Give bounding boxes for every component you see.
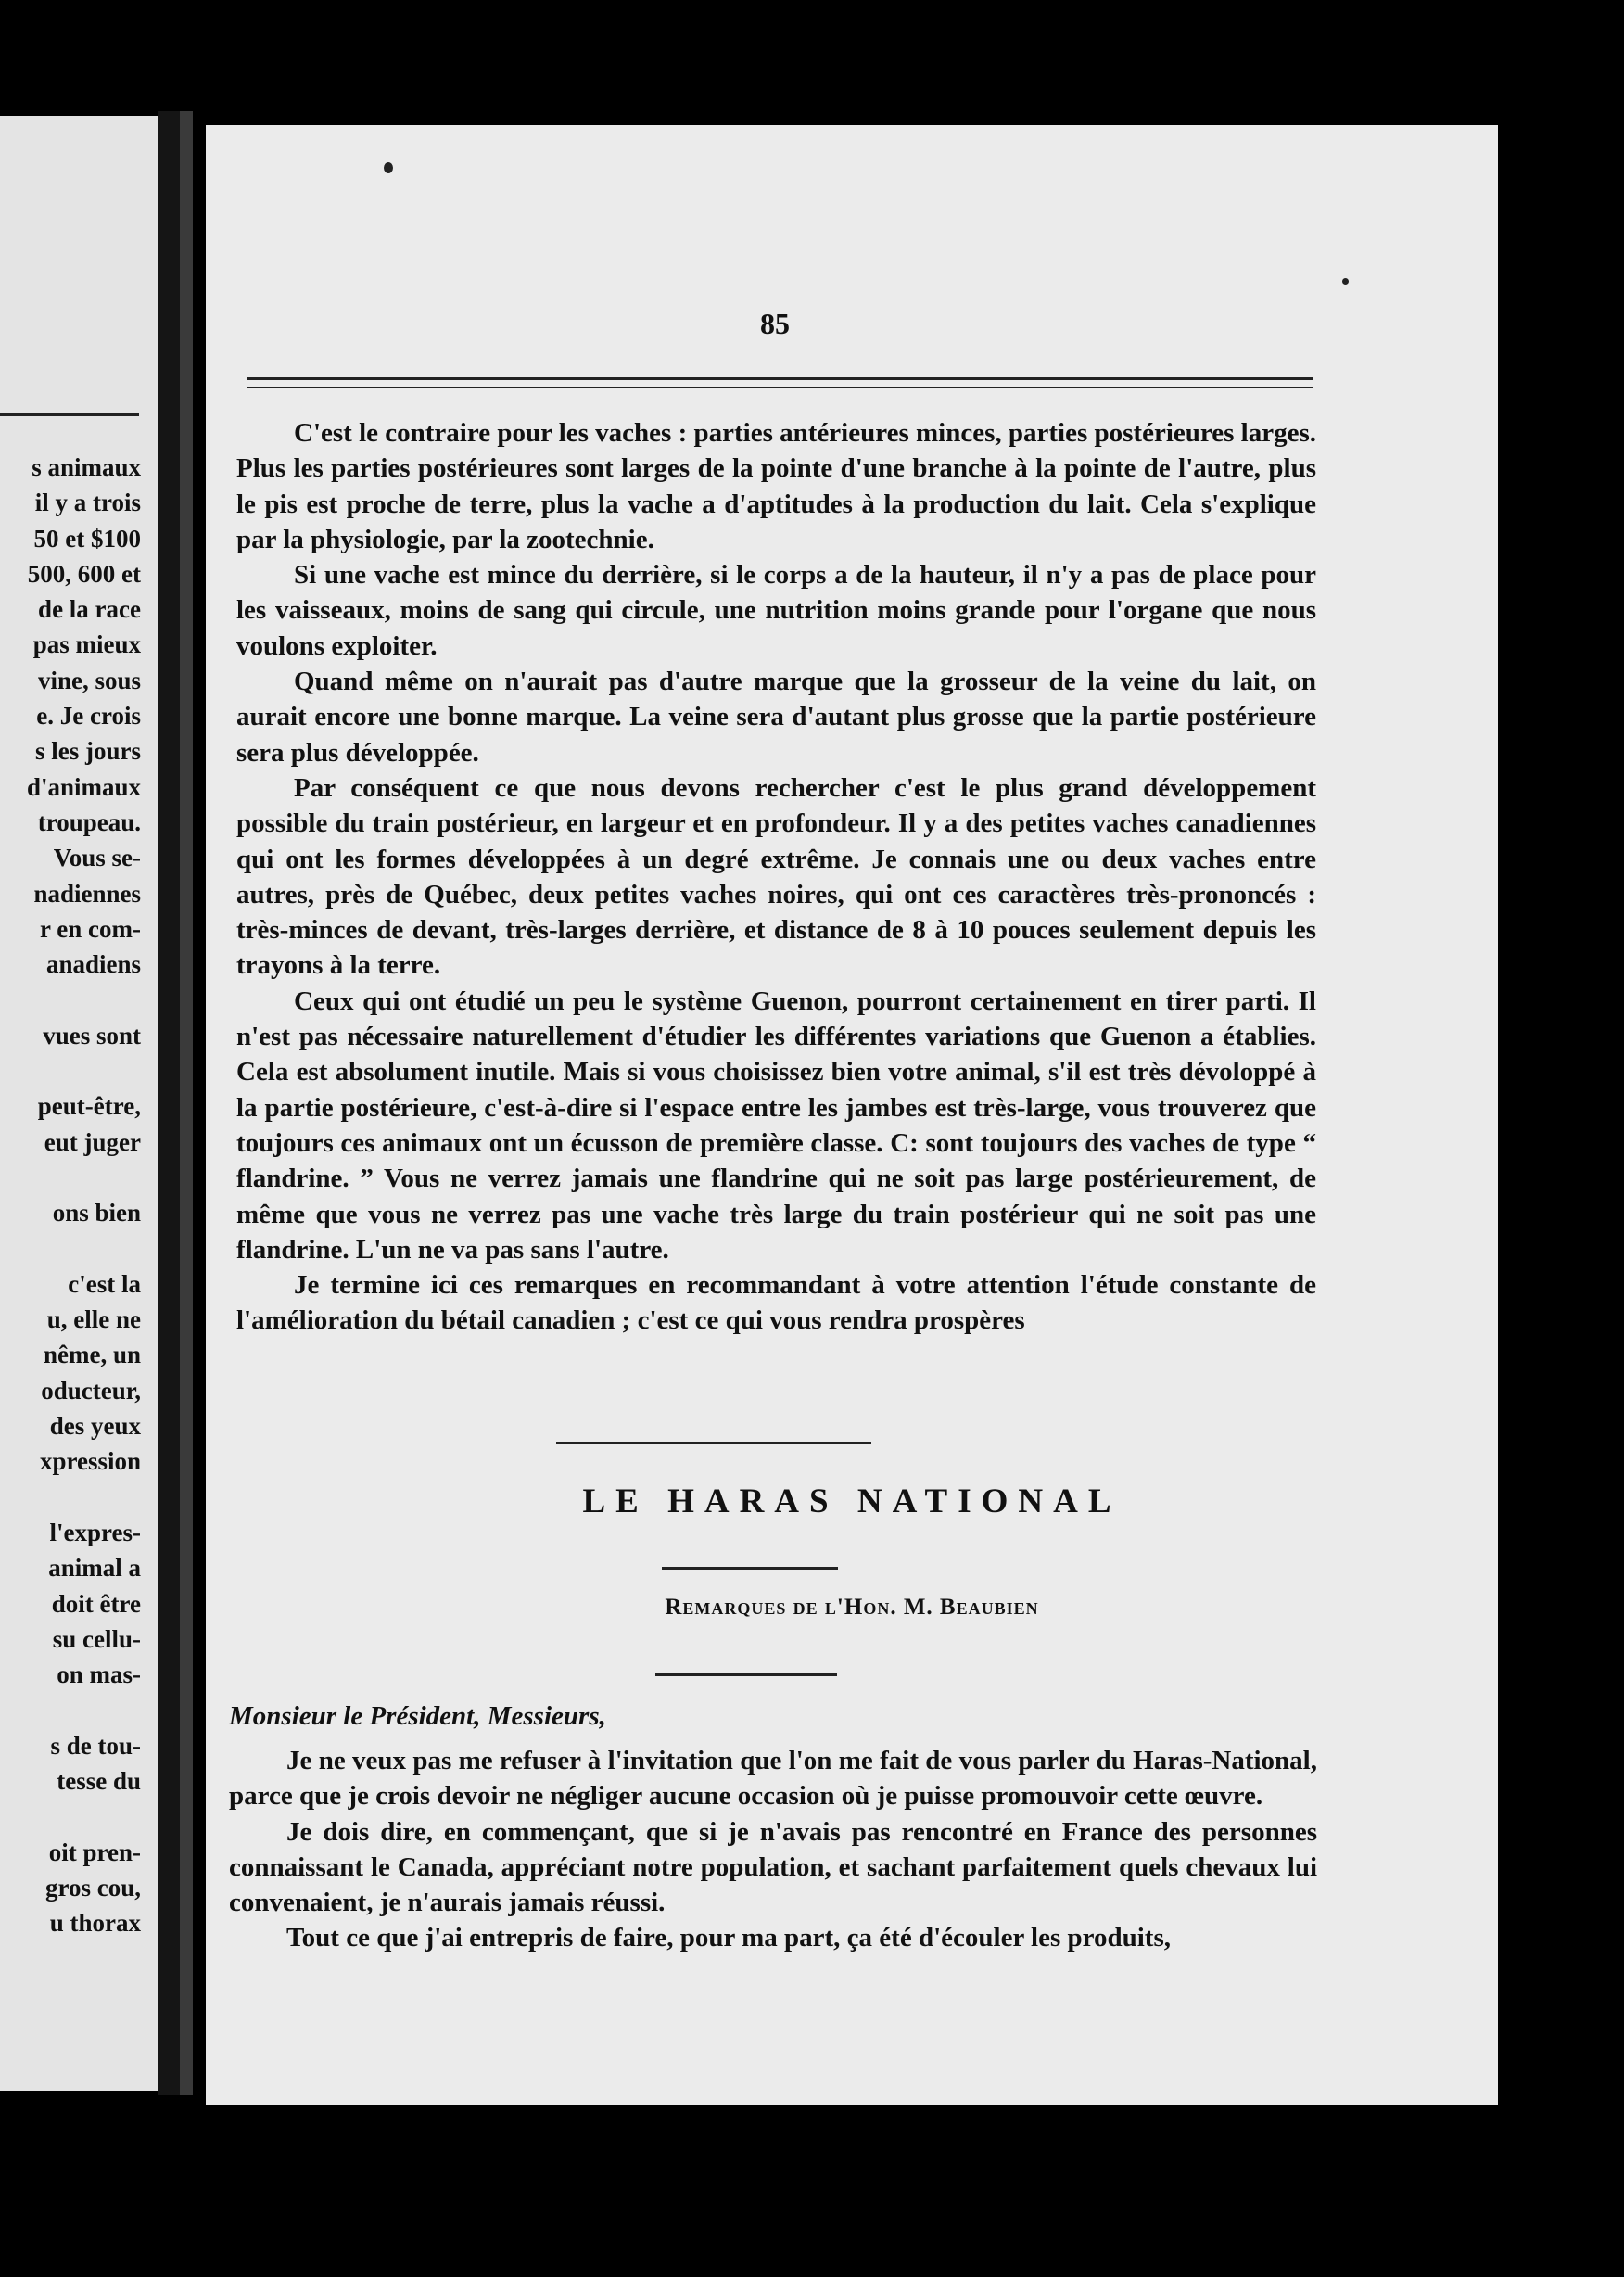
paragraph: Je termine ici ces remarques en recommandant à votre attention l'étude constante de l'amélioration du bétail canadien ; c'est ce qui vous rendra prospères (236, 1270, 1316, 1336)
subtitle-underline (655, 1673, 837, 1676)
left-line: nême, un (43, 1341, 141, 1369)
left-line: troupeau. (37, 808, 141, 836)
left-line: gros cou, (44, 1873, 141, 1902)
paragraph: Si une vache est mince du derrière, si le corps a de la hauteur, il n'y a pas de place pour les vaisseaux, moins de sang qui circule, une nutrition moins grande pour l'organe que nous voulons exploiter. (236, 560, 1316, 661)
left-line: Vous se- (53, 844, 141, 872)
left-line: peut-être, (37, 1092, 141, 1121)
paragraph: Je ne veux pas me refuser à l'invitation que l'on me fait de vous parler du Haras-National, parce que je crois devoir ne négliger aucune occasion où je puisse promouvoir cette œuvre. (229, 1746, 1317, 1812)
section-separator (556, 1442, 871, 1444)
paragraph: Ceux qui ont étudié un peu le système Guenon, pourront certainement en tirer parti. Il n'est pas nécessaire naturellement d'étudier les différentes variations que Guenon a établies. Cela est absolument inutile. Mais si vous choisissez bien votre animal, s'il est très dévoloppé à la partie postérieure, c'est-à-dire si l'espace entre les jambes est très-large, vous trouverez que toujours ces animaux ont un écusson de première classe. C: sont toujours des vaches de type “ flandrine. ” Vous ne verrez jamais une flandrine qui ne soit pas large postérieurement, de même que vous ne verrez pas une vache très large du train postérieur qui ne soit pas une flandrine. L'un ne va pas sans l'autre. (236, 986, 1316, 1265)
ink-speck (1342, 278, 1349, 285)
left-line (27, 1231, 141, 1266)
left-line: eut juger (44, 1127, 141, 1156)
left-line (27, 1799, 141, 1834)
left-line: ons bien (52, 1199, 141, 1228)
paragraph: C'est le contraire pour les vaches : parties antérieures minces, parties postérieures larges. Plus les parties postérieures sont larges de la pointe d'une branche à la pointe de l'autre, plus le pis est proche de terre, plus la vache a d'aptitudes à la production du lait. Cela s'explique par la physiologie, par la zootechnie. (236, 418, 1316, 554)
page-number: 85 (760, 307, 790, 340)
left-line (27, 1480, 141, 1515)
left-line: doit être (51, 1589, 141, 1618)
subtitle: Remarques de l'Hon. M. Beaubien (665, 1595, 1039, 1620)
left-line: r en com- (40, 914, 141, 943)
left-line: u, elle ne (46, 1305, 141, 1334)
left-line: pas mieux (32, 630, 141, 659)
left-line: nadiennes (33, 879, 141, 908)
left-line: oducteur, (41, 1376, 141, 1405)
left-line: 500, 600 et (27, 559, 141, 588)
left-line: 50 et $100 (33, 524, 141, 553)
left-line: d'animaux (26, 772, 141, 801)
paragraph: Tout ce que j'ai entrepris de faire, pour ma part, ça été d'écouler les produits, (286, 1923, 1171, 1953)
left-line: su cellu- (52, 1624, 141, 1653)
left-line: s animaux (32, 453, 141, 481)
left-line: des yeux (49, 1412, 141, 1441)
left-line: s de tou- (50, 1731, 141, 1760)
paragraph: Par conséquent ce que nous devons rechercher c'est le plus grand développement possible du train postérieur, en largeur et en profondeur. Il y a des petites vaches canadiennes qui ont les formes développées à un degré extrême. Je connais une ou deux vaches entre autres, près de Québec, deux petites vaches noires, qui ont ces caractères très-prononcés : très-minces de devant, très-larges derrière, et distance de 8 à 10 pouces seulement depuis les trayons à la terre. (236, 772, 1316, 981)
left-line: anadiens (45, 950, 141, 979)
left-page-rule (0, 413, 139, 416)
left-line (27, 1692, 141, 1727)
title-underline (662, 1567, 838, 1570)
left-line (27, 1053, 141, 1088)
left-line: xpression (39, 1447, 141, 1476)
left-line: oit pren- (48, 1838, 141, 1866)
page (206, 125, 1498, 2105)
left-line (27, 1160, 141, 1195)
left-line: c'est la (68, 1269, 141, 1298)
header-double-rule (247, 377, 1313, 388)
book-gutter-edge (180, 111, 193, 2095)
left-line: u thorax (49, 1909, 141, 1938)
left-line: vine, sous (37, 666, 141, 694)
ink-speck (384, 162, 393, 173)
left-line: animal a (48, 1554, 141, 1583)
left-line: l'expres- (49, 1518, 141, 1546)
left-line (27, 982, 141, 1017)
left-line: tesse du (57, 1766, 141, 1795)
left-line: il y a trois (34, 489, 141, 517)
paragraph: Quand même on n'aurait pas d'autre marque que la grosseur de la veine du lait, on aurait encore une bonne marque. La veine sera d'autant plus grosse que la partie postérieure sera plus développée. (236, 667, 1316, 768)
left-page-text (27, 450, 141, 1940)
article-body (236, 415, 1316, 1339)
left-line: vues sont (43, 1021, 141, 1049)
left-page-fragment (0, 116, 158, 2091)
section-title: LE HARAS NATIONAL (582, 1482, 1122, 1520)
left-line: on mas- (57, 1660, 141, 1689)
salutation: Monsieur le Président, Messieurs, (229, 1701, 606, 1731)
book-gutter (158, 111, 180, 2095)
left-line: s les jours (35, 737, 141, 766)
paragraph: Je dois dire, en commençant, que si je n'avais pas rencontré en France des personnes connaissant le Canada, appréciant notre population, et sachant parfaitement quels chevaux lui convenaient, je n'aurais jamais réussi. (229, 1816, 1317, 1918)
left-line: e. Je crois (36, 702, 141, 731)
speech-body (229, 1743, 1317, 1956)
left-line: de la race (38, 595, 141, 624)
